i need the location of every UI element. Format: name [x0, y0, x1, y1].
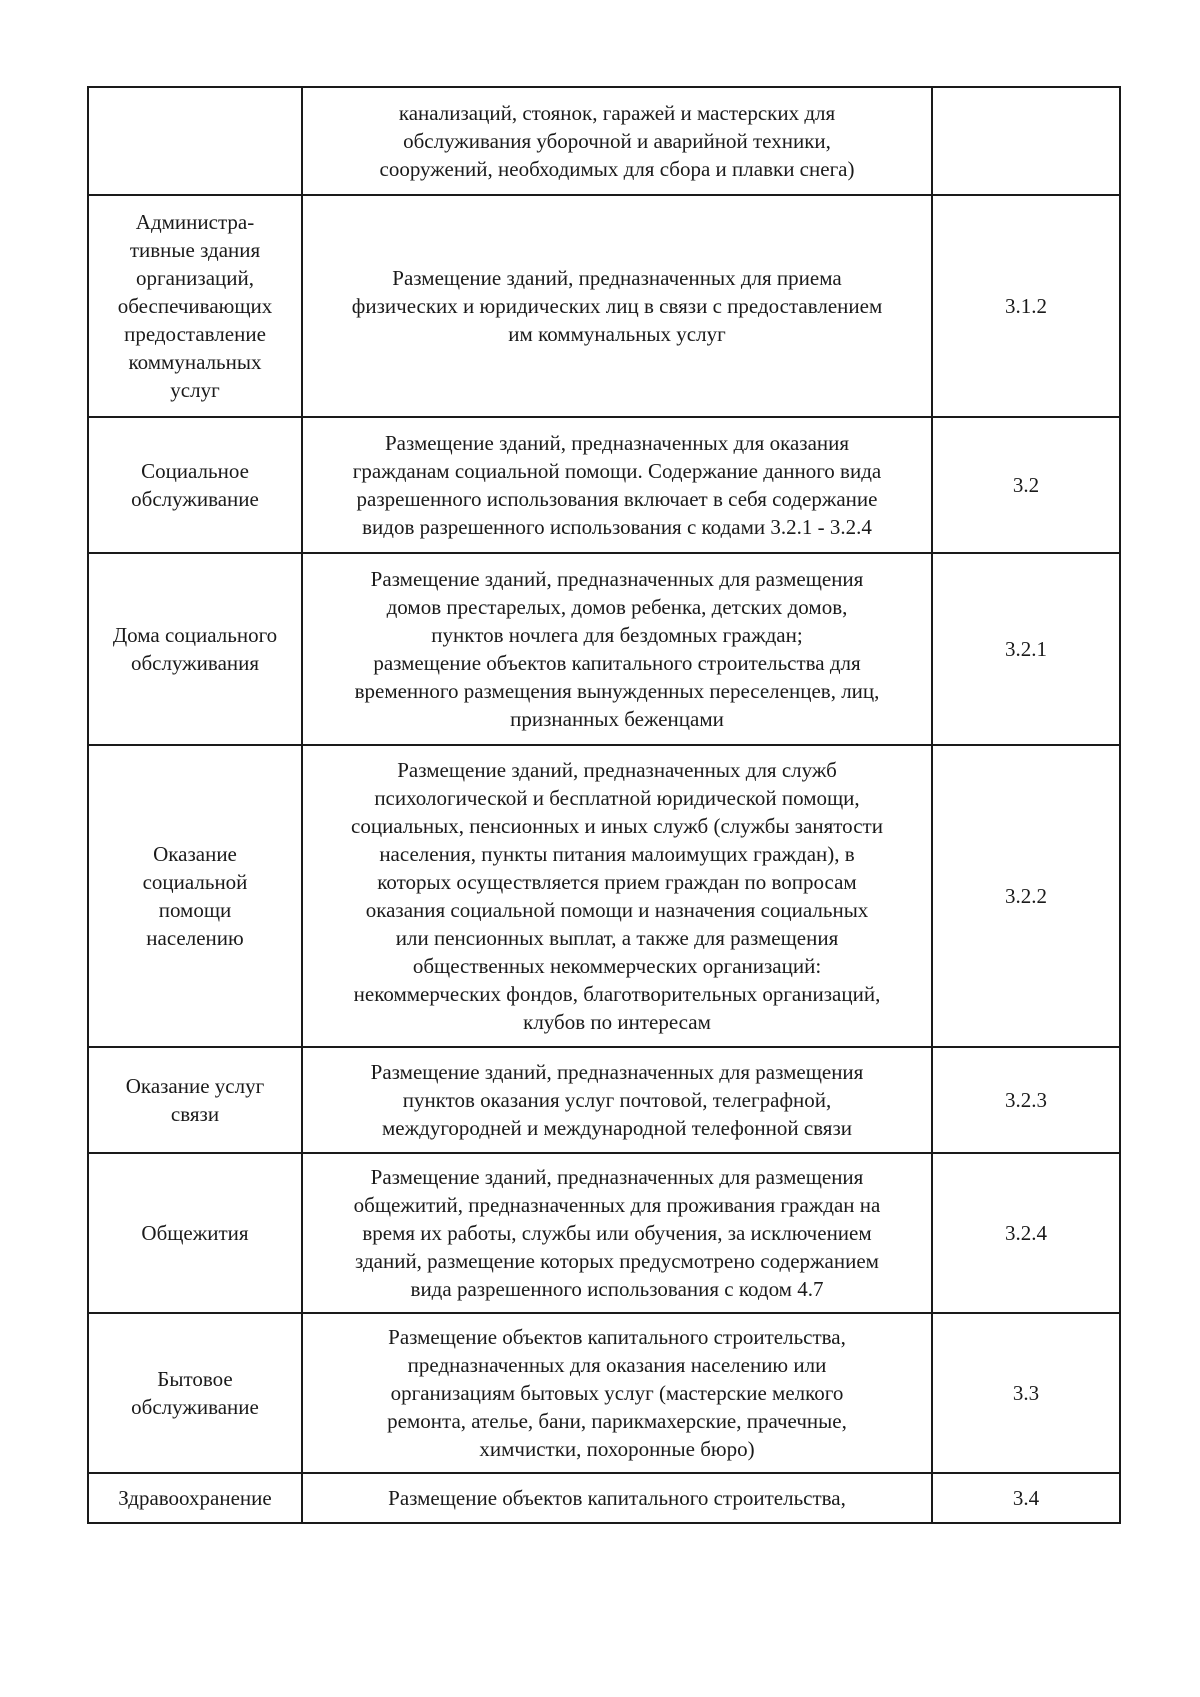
use-code-cell: 3.1.2 — [932, 195, 1120, 417]
use-name-cell: Здравоохранение — [88, 1473, 302, 1523]
use-name-cell: Общежития — [88, 1153, 302, 1313]
use-description-cell: Размещение зданий, предназначенных для приема физических и юридических лиц в связи с предоставлением им коммунальных услуг — [302, 195, 932, 417]
table-row — [88, 1047, 1120, 1153]
use-description-cell: Размещение зданий, предназначенных для размещения общежитий, предназначенных для проживания граждан на время их работы, службы или обучения, за исключением зданий, размещение которых предусмотрено содержанием вида разрешенного использования с кодом 4.7 — [302, 1153, 932, 1313]
use-code-cell: 3.2.3 — [932, 1047, 1120, 1153]
use-name-cell: Дома социального обслуживания — [88, 553, 302, 745]
use-code-cell: 3.2 — [932, 417, 1120, 553]
table-row — [88, 1473, 1120, 1523]
use-name-cell — [88, 87, 302, 195]
use-description-cell: Размещение зданий, предназначенных для служб психологической и бесплатной юридической помощи, социальных, пенсионных и иных служб (службы занятости населения, пункты питания малоимущих граждан), в которых осуществляется прием граждан по вопросам оказания социальной помощи и назначения социальных или пенсионных выплат, а также для размещения общественных некоммерческих организаций: некоммерческих фондов, благотворительных организаций, клубов по интересам — [302, 745, 932, 1047]
use-name-cell: Бытовое обслуживание — [88, 1313, 302, 1473]
use-description-cell: канализаций, стоянок, гаражей и мастерских для обслуживания уборочной и аварийной техники, сооружений, необходимых для сбора и плавки снега) — [302, 87, 932, 195]
table-row — [88, 1313, 1120, 1473]
use-name-cell: Администра- тивные здания организаций, обеспечивающих предоставление коммунальных услуг — [88, 195, 302, 417]
use-code-cell: 3.4 — [932, 1473, 1120, 1523]
table-row — [88, 87, 1120, 195]
use-name-cell: Социальное обслуживание — [88, 417, 302, 553]
use-code-cell: 3.2.4 — [932, 1153, 1120, 1313]
use-code-cell: 3.3 — [932, 1313, 1120, 1473]
use-name-cell: Оказание услуг связи — [88, 1047, 302, 1153]
use-code-cell: 3.2.2 — [932, 745, 1120, 1047]
table-row — [88, 417, 1120, 553]
use-name-cell: Оказание социальной помощи населению — [88, 745, 302, 1047]
use-code-cell — [932, 87, 1120, 195]
use-description-cell: Размещение зданий, предназначенных для размещения домов престарелых, домов ребенка, детских домов, пунктов ночлега для бездомных граждан; размещение объектов капитального строительства для временного размещения вынужденных переселенцев, лиц, признанных беженцами — [302, 553, 932, 745]
use-description-cell: Размещение зданий, предназначенных для размещения пунктов оказания услуг почтовой, телеграфной, междугородней и международной телефонной связи — [302, 1047, 932, 1153]
use-code-cell: 3.2.1 — [932, 553, 1120, 745]
land-use-table — [87, 86, 1121, 1524]
table-row — [88, 195, 1120, 417]
use-description-cell: Размещение объектов капитального строительства, предназначенных для оказания населению или организациям бытовых услуг (мастерские мелкого ремонта, ателье, бани, парикмахерские, прачечные, химчистки, похоронные бюро) — [302, 1313, 932, 1473]
table-row — [88, 745, 1120, 1047]
use-description-cell: Размещение объектов капитального строительства, — [302, 1473, 932, 1523]
table-row — [88, 553, 1120, 745]
table-row — [88, 1153, 1120, 1313]
use-description-cell: Размещение зданий, предназначенных для оказания гражданам социальной помощи. Содержание данного вида разрешенного использования включает в себя содержание видов разрешенного использования с кодами 3.2.1 - 3.2.4 — [302, 417, 932, 553]
